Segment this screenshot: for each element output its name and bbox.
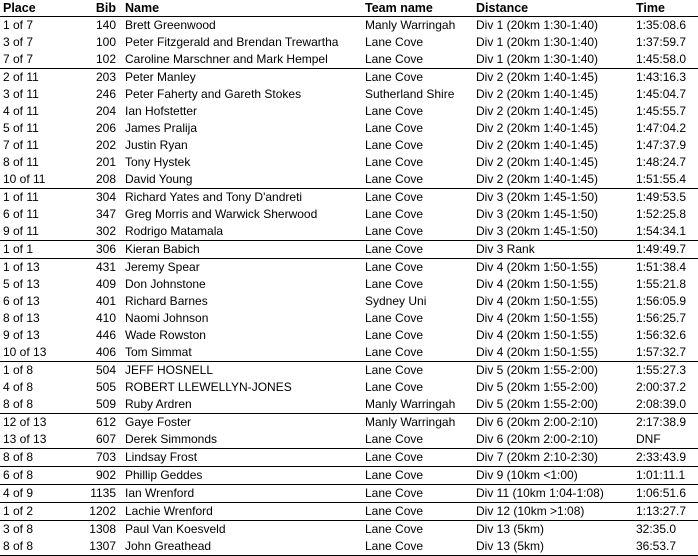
- place-cell: 1 of 13: [0, 259, 60, 277]
- distance-cell: Div 2 (20km 1:40-1:45): [476, 172, 599, 186]
- bib-cell: 406: [95, 345, 116, 359]
- name-cell: Caroline Marschner and Mark Hempel: [125, 52, 328, 66]
- team-cell: Lane Cove: [362, 485, 473, 503]
- bib-cell: 347: [95, 207, 116, 221]
- distance-cell: Div 3 (20km 1:45-1:50): [476, 207, 599, 221]
- time-cell: 1:49:49.7: [633, 241, 698, 259]
- team-cell: Manly Warringah: [365, 18, 456, 32]
- team-cell: Lane Cove: [365, 224, 424, 238]
- place-cell: 8 of 8: [0, 449, 60, 467]
- distance-cell: Div 3 (20km 1:45-1:50): [473, 189, 633, 207]
- table-row: [0, 206, 698, 223]
- distance-cell: Div 1 (20km 1:30-1:40): [476, 18, 599, 32]
- team-cell: Lane Cove: [365, 155, 424, 169]
- time-cell: 2:08:39.0: [636, 397, 687, 411]
- distance-cell: Div 9 (10km <1:00): [473, 467, 633, 485]
- time-cell: 1:55:27.3: [633, 362, 698, 380]
- bib-cell: 100: [95, 35, 116, 49]
- header-distance: Distance: [473, 0, 633, 17]
- place-cell: 3 of 7: [3, 35, 34, 49]
- distance-cell: Div 5 (20km 1:55-2:00): [476, 380, 599, 394]
- table-row: [0, 103, 698, 120]
- bib-cell: 902: [60, 467, 122, 485]
- place-cell: 4 of 8: [3, 380, 34, 394]
- team-cell: Lane Cove: [362, 69, 473, 87]
- place-cell: 6 of 8: [0, 467, 60, 485]
- results-body: [0, 17, 698, 556]
- name-cell: Peter Manley: [122, 69, 362, 87]
- time-cell: 1:56:05.9: [636, 294, 687, 308]
- distance-cell: Div 11 (10km 1:04-1:08): [473, 485, 633, 503]
- place-cell: 8 of 13: [3, 311, 40, 325]
- time-cell: 1:55:21.8: [636, 277, 687, 291]
- place-cell: 9 of 13: [3, 328, 40, 342]
- bib-cell: 401: [95, 294, 116, 308]
- name-cell: Gaye Foster: [122, 414, 362, 432]
- name-cell: Peter Faherty and Gareth Stokes: [125, 87, 302, 101]
- name-cell: Jeremy Spear: [122, 259, 362, 277]
- distance-cell: Div 2 (20km 1:40-1:45): [476, 138, 599, 152]
- bib-cell: 1307: [60, 538, 122, 556]
- distance-cell: Div 4 (20km 1:50-1:55): [476, 294, 599, 308]
- distance-cell: Div 2 (20km 1:40-1:45): [476, 121, 599, 135]
- time-cell: 1:35:08.6: [636, 18, 687, 32]
- table-row: [0, 223, 698, 241]
- distance-cell: Div 6 (20km 2:00-2:10): [473, 414, 633, 432]
- time-cell: 1:56:25.7: [636, 311, 687, 325]
- team-cell: Lane Cove: [365, 277, 424, 291]
- team-cell: Sydney Uni: [365, 294, 427, 308]
- time-cell: DNF: [636, 432, 661, 446]
- bib-cell: 102: [95, 52, 116, 66]
- team-cell: Lane Cove: [365, 432, 424, 446]
- place-cell: 7 of 7: [3, 52, 34, 66]
- distance-cell: Div 4 (20km 1:50-1:55): [476, 311, 599, 325]
- bib-cell: 306: [60, 241, 122, 259]
- time-cell: 2:33:43.9: [633, 449, 698, 467]
- team-cell: Lane Cove: [365, 380, 424, 394]
- team-cell: Manly Warringah: [362, 414, 473, 432]
- time-cell: 1:54:34.1: [636, 224, 687, 238]
- place-cell: 7 of 11: [3, 138, 39, 152]
- place-cell: 3 of 8: [0, 521, 60, 539]
- bib-cell: 1308: [60, 521, 122, 539]
- team-cell: Lane Cove: [362, 259, 473, 277]
- name-cell: ROBERT LLEWELLYN-JONES: [125, 380, 292, 394]
- table-row: [0, 396, 698, 414]
- header-team: Team name: [362, 0, 473, 17]
- time-cell: 1:06:51.6: [633, 485, 698, 503]
- table-row: [0, 120, 698, 137]
- header-name: Name: [122, 0, 362, 17]
- team-cell: Lane Cove: [365, 207, 424, 221]
- name-cell: Ian Hofstetter: [125, 104, 198, 118]
- time-cell: 1:37:59.7: [636, 35, 687, 49]
- time-cell: 1:49:53.5: [633, 189, 698, 207]
- table-row: [0, 137, 698, 154]
- distance-cell: Div 2 (20km 1:40-1:45): [473, 69, 633, 87]
- name-cell: Ruby Ardren: [125, 397, 192, 411]
- table-row: [0, 241, 698, 259]
- team-cell: Lane Cove: [365, 172, 424, 186]
- table-row: [0, 431, 698, 449]
- distance-cell: Div 4 (20km 1:50-1:55): [476, 277, 599, 291]
- table-row: [0, 259, 698, 277]
- distance-cell: Div 2 (20km 1:40-1:45): [476, 87, 599, 101]
- table-row: [0, 327, 698, 344]
- bib-cell: 409: [95, 277, 116, 291]
- name-cell: Peter Fitzgerald and Brendan Trewartha: [125, 35, 339, 49]
- distance-cell: Div 4 (20km 1:50-1:55): [476, 328, 599, 342]
- team-cell: Lane Cove: [362, 503, 473, 521]
- name-cell: Tony Hystek: [125, 155, 191, 169]
- distance-cell: Div 5 (20km 1:55-2:00): [473, 362, 633, 380]
- table-row: [0, 51, 698, 69]
- table-row: [0, 154, 698, 171]
- table-row: [0, 276, 698, 293]
- name-cell: David Young: [125, 172, 193, 186]
- team-cell: Lane Cove: [362, 189, 473, 207]
- team-cell: Lane Cove: [362, 241, 473, 259]
- name-cell: Wade Rowston: [125, 328, 206, 342]
- table-row: [0, 414, 698, 432]
- bib-cell: 203: [60, 69, 122, 87]
- team-cell: Lane Cove: [365, 138, 424, 152]
- bib-cell: 1135: [60, 485, 122, 503]
- place-cell: 10 of 11: [3, 172, 46, 186]
- distance-cell: Div 2 (20km 1:40-1:45): [476, 155, 599, 169]
- time-cell: 1:56:32.6: [636, 328, 687, 342]
- table-row: [0, 362, 698, 380]
- distance-cell: Div 4 (20km 1:50-1:55): [473, 259, 633, 277]
- header-place: Place: [0, 0, 60, 17]
- table-row: [0, 379, 698, 396]
- header-row: [0, 0, 698, 17]
- place-cell: 1 of 8: [0, 362, 60, 380]
- team-cell: Lane Cove: [365, 104, 424, 118]
- table-row: [0, 189, 698, 207]
- bib-cell: 431: [60, 259, 122, 277]
- distance-cell: Div 12 (10km >1:08): [473, 503, 633, 521]
- time-cell: 1:47:04.2: [636, 121, 687, 135]
- distance-cell: Div 3 (20km 1:45-1:50): [476, 224, 599, 238]
- time-cell: 1:57:32.7: [636, 345, 687, 359]
- name-cell: Richard Barnes: [125, 294, 208, 308]
- place-cell: 9 of 11: [3, 224, 39, 238]
- team-cell: Lane Cove: [365, 311, 424, 325]
- name-cell: Greg Morris and Warwick Sherwood: [125, 207, 318, 221]
- table-row: [0, 171, 698, 189]
- distance-cell: Div 13 (5km): [473, 538, 633, 556]
- bib-cell: 509: [95, 397, 116, 411]
- time-cell: 2:17:38.9: [633, 414, 698, 432]
- place-cell: 4 of 9: [0, 485, 60, 503]
- name-cell: JEFF HOSNELL: [122, 362, 362, 380]
- name-cell: Justin Ryan: [125, 138, 188, 152]
- bib-cell: 304: [60, 189, 122, 207]
- table-row: [0, 17, 698, 35]
- name-cell: Naomi Johnson: [125, 311, 209, 325]
- distance-cell: Div 2 (20km 1:40-1:45): [476, 104, 599, 118]
- table-row: [0, 344, 698, 362]
- bib-cell: 504: [60, 362, 122, 380]
- team-cell: Lane Cove: [362, 538, 473, 556]
- team-cell: Manly Warringah: [365, 397, 456, 411]
- name-cell: Brett Greenwood: [125, 18, 216, 32]
- place-cell: 1 of 11: [0, 189, 60, 207]
- name-cell: Don Johnstone: [125, 277, 206, 291]
- time-cell: 1:51:38.4: [633, 259, 698, 277]
- bib-cell: 202: [95, 138, 116, 152]
- bib-cell: 140: [95, 18, 116, 32]
- table-row: [0, 449, 698, 467]
- name-cell: Phillip Geddes: [122, 467, 362, 485]
- place-cell: 1 of 2: [0, 503, 60, 521]
- bib-cell: 204: [95, 104, 116, 118]
- name-cell: John Greathead: [122, 538, 362, 556]
- distance-cell: Div 5 (20km 1:55-2:00): [476, 397, 599, 411]
- bib-cell: 446: [95, 328, 116, 342]
- place-cell: 1 of 1: [0, 241, 60, 259]
- time-cell: 36:53.7: [633, 538, 698, 556]
- team-cell: Lane Cove: [365, 345, 424, 359]
- bib-cell: 505: [95, 380, 116, 394]
- bib-cell: 302: [95, 224, 116, 238]
- table-row: [0, 86, 698, 103]
- time-cell: 1:52:25.8: [636, 207, 687, 221]
- name-cell: Ian Wrenford: [122, 485, 362, 503]
- team-cell: Lane Cove: [365, 52, 424, 66]
- time-cell: 1:48:24.7: [636, 155, 687, 169]
- place-cell: 8 of 8: [0, 538, 60, 556]
- header-time: Time: [633, 0, 698, 17]
- time-cell: 1:45:58.0: [636, 52, 687, 66]
- table-row: [0, 69, 698, 87]
- team-cell: Lane Cove: [362, 449, 473, 467]
- team-cell: Lane Cove: [362, 467, 473, 485]
- place-cell: 12 of 13: [0, 414, 60, 432]
- table-row: [0, 538, 698, 556]
- team-cell: Sutherland Shire: [365, 87, 455, 101]
- bib-cell: 612: [60, 414, 122, 432]
- table-row: [0, 310, 698, 327]
- team-cell: Lane Cove: [362, 362, 473, 380]
- distance-cell: Div 13 (5km): [473, 521, 633, 539]
- time-cell: 1:51:55.4: [636, 172, 687, 186]
- place-cell: 8 of 8: [3, 397, 34, 411]
- bib-cell: 607: [95, 432, 116, 446]
- distance-cell: Div 3 Rank: [473, 241, 633, 259]
- name-cell: James Pralija: [125, 121, 198, 135]
- bib-cell: 410: [95, 311, 116, 325]
- distance-cell: Div 6 (20km 2:00-2:10): [476, 432, 599, 446]
- table-row: [0, 521, 698, 539]
- team-cell: Lane Cove: [365, 121, 424, 135]
- name-cell: Derek Simmonds: [125, 432, 218, 446]
- name-cell: Kieran Babich: [122, 241, 362, 259]
- bib-cell: 201: [95, 155, 116, 169]
- name-cell: Paul Van Koesveld: [122, 521, 362, 539]
- place-cell: 10 of 13: [3, 345, 47, 359]
- place-cell: 3 of 11: [3, 87, 39, 101]
- place-cell: 2 of 11: [0, 69, 60, 87]
- bib-cell: 246: [95, 87, 116, 101]
- place-cell: 4 of 11: [3, 104, 39, 118]
- name-cell: Tom Simmat: [125, 345, 192, 359]
- distance-cell: Div 1 (20km 1:30-1:40): [476, 52, 599, 66]
- place-cell: 6 of 13: [3, 294, 40, 308]
- place-cell: 6 of 11: [3, 207, 39, 221]
- bib-cell: 1202: [60, 503, 122, 521]
- time-cell: 1:13:27.7: [633, 503, 698, 521]
- table-row: [0, 293, 698, 310]
- distance-cell: Div 7 (20km 2:10-2:30): [473, 449, 633, 467]
- place-cell: 5 of 13: [3, 277, 40, 291]
- bib-cell: 208: [95, 172, 116, 186]
- time-cell: 32:35.0: [633, 521, 698, 539]
- bib-cell: 206: [95, 121, 116, 135]
- place-cell: 5 of 11: [3, 121, 39, 135]
- place-cell: 1 of 7: [3, 18, 34, 32]
- table-row: [0, 34, 698, 51]
- distance-cell: Div 4 (20km 1:50-1:55): [476, 345, 599, 359]
- header-bib: Bib: [60, 0, 122, 17]
- name-cell: Richard Yates and Tony D'andreti: [122, 189, 362, 207]
- time-cell: 1:01:11.1: [633, 467, 698, 485]
- distance-cell: Div 1 (20km 1:30-1:40): [476, 35, 599, 49]
- team-cell: Lane Cove: [365, 328, 424, 342]
- time-cell: 1:43:16.3: [633, 69, 698, 87]
- team-cell: Lane Cove: [362, 521, 473, 539]
- place-cell: 13 of 13: [3, 432, 47, 446]
- time-cell: 1:47:37.9: [636, 138, 687, 152]
- name-cell: Rodrigo Matamala: [125, 224, 224, 238]
- bib-cell: 703: [60, 449, 122, 467]
- time-cell: 1:45:55.7: [636, 104, 687, 118]
- table-row: [0, 467, 698, 485]
- table-row: [0, 485, 698, 503]
- time-cell: 1:45:04.7: [636, 87, 687, 101]
- place-cell: 8 of 11: [3, 155, 39, 169]
- name-cell: Lachie Wrenford: [122, 503, 362, 521]
- time-cell: 2:00:37.2: [636, 380, 687, 394]
- name-cell: Lindsay Frost: [122, 449, 362, 467]
- table-row: [0, 503, 698, 521]
- team-cell: Lane Cove: [365, 35, 424, 49]
